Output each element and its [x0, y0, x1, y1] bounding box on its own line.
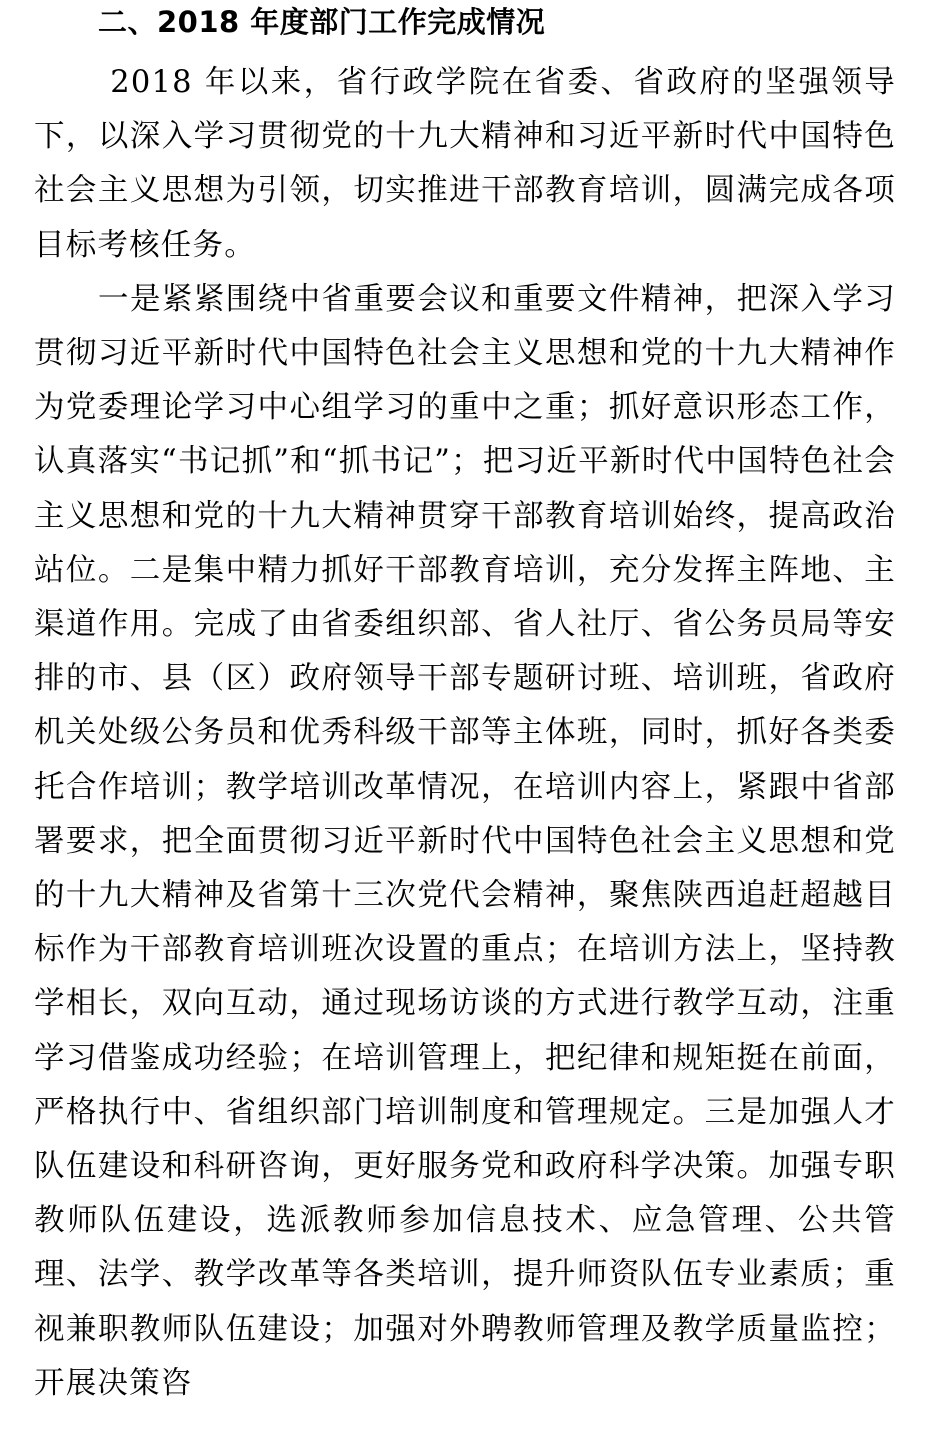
paragraph-details: 一是紧紧围绕中省重要会议和重要文件精神，把深入学习贯彻习近平新时代中国特色社会主义思想和党的十九大精神作为党委理论学习中心组学习的重中之重；抓好意识形态工作，认真落实“书记抓”和“抓书记”；把习近平新时代中国特色社会主义思想和党的十九大精神贯穿干部教育培训始终，提高政治站位。二是集中精力抓好干部教育培训，充分发挥主阵地、主渠道作用。完成了由省委组织部、省人社厅、省公务员局等安排的市、县（区）政府领导干部专题研讨班、培训班，省政府机关处级公务员和优秀科级干部等主体班，同时，抓好各类委托合作培训；教学培训改革情况，在培训内容上，紧跟中省部署要求，把全面贯彻习近平新时代中国特色社会主义思想和党的十九大精神及省第十三次党代会精神，聚焦陕西追赶超越目标作为干部教育培训班次设置的重点；在培训方法上，坚持教学相长，双向互动，通过现场访谈的方式进行教学互动，注重学习借鉴成功经验；在培训管理上，把纪律和规矩挺在前面，严格执行中、省组织部门培训制度和管理规定。三是加强人才队伍建设和科研咨询，更好服务党和政府科学决策。加强专职教师队伍建设，选派教师参加信息技术、应急管理、公共管理、法学、教学改革等各类培训，提升师资队伍专业素质；重视兼职教师队伍建设；加强对外聘教师管理及教学质量监控；开展决策咨 [34, 281, 896, 1401]
paragraph-intro: 2018 年以来，省行政学院在省委、省政府的坚强领导下，以深入学习贯彻党的十九大精神和习近平新时代中国特色社会主义思想为引领，切实推进干部教育培训，圆满完成各项目标考核任务。 [34, 65, 896, 263]
document-body [34, 56, 896, 1411]
section-heading: 二、2018 年度部门工作完成情况 [98, 5, 546, 39]
